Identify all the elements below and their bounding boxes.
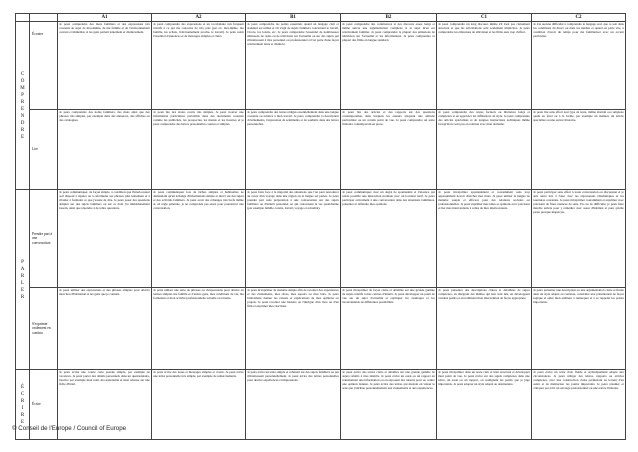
header-cell	[30, 14, 58, 22]
skill-label: Écrire	[30, 370, 58, 440]
descriptor-cell: Je peux écrire un texte simple et cohérent sur des sujets familiers ou qui m'intéressent personnellement. Je peux écrire des lettres personnelles pour décrire expériences et impressions.	[246, 370, 341, 440]
descriptor-cell: Je peux écrire des notes et messages simples et courts. Je peux écrire une lettre personnelle très simple, par exemple de remerciements.	[152, 370, 246, 440]
descriptor-cell: Je peux comprendre des expressions et un vocabulaire très fréquent relatifs à ce qui me concerne de très près (par ex. moi-même, ma famille, les achats, l'environnement proche, le travail). Je peux saisir l'essentiel d'annonces et de messages simples et clairs.	[152, 22, 246, 110]
skill-label: Lire	[30, 110, 58, 190]
descriptor-cell: Je peux m'exprimer dans un texte clair et bien structuré et développer mon point de vue. Je peux écrire sur des sujets complexes dans une lettre, un essai ou un rapport, en soulignant les points que je juge importants. Je peux adopter un style adapté au destinataire.	[437, 370, 532, 440]
descriptor-cell: Je peux présenter des descriptions claires et détaillées de sujets complexes, en intégrant des thèmes qui leur sont liés, en développant certains points et en terminant mon intervention de façon appropriée.	[437, 288, 532, 370]
descriptor-cell: Je peux comprendre les points essentiels quand un langage clair et standard est utilisé et s'il s'agit de sujets familiers concernant le travail, l'école, les loisirs, etc. Je peux comprendre l'essentiel de nombreuses émissions de radio ou de télévision sur l'actualité ou sur des sujets qui m'intéressent à titre personnel ou professionnel si l'on parle d'une façon relativement lente et distincte.	[246, 22, 341, 110]
descriptor-cell: Je peux comprendre un long discours même s'il n'est pas clairement structuré et que les articulations sont seulement implicites. Je peux comprendre les émissions de télévision et les films sans trop d'effort.	[437, 22, 532, 110]
descriptor-cell: Je peux lire sans effort tout type de texte, même abstrait ou complexe quant au fond ou à la forme, par exemple un manuel, un article spécialisé ou une œuvre littéraire.	[532, 110, 626, 190]
descriptor-cell: Je peux comprendre des mots familiers et des expressions très courants au sujet de moi-même, de ma famille et de l'environnement concret et immédiat, si les gens parlent lentement et distinctement.	[58, 22, 152, 110]
descriptor-cell: Je peux présenter une description ou une argumentation claire et fluide dans un style adapté au contexte, construire une présentation de façon logique et aider mon auditeur à remarquer et à se rappeler les points importants.	[532, 288, 626, 370]
table-row-prendre-part	[16, 190, 626, 288]
header-level-c2: C2	[532, 14, 626, 22]
descriptor-cell: Je peux comprendre des conférences et des discours assez longs et même suivre une argumentation complexe si le sujet m'en est relativement familier. Je peux comprendre la plupart des émissions de télévision sur l'actualité et les informations. Je peux comprendre la plupart des films en langue standard.	[341, 22, 437, 110]
descriptor-cell: Je peux lire des textes courts très simples. Je peux trouver une information particulière prévisible dans des documents courants comme les publicités, les prospectus, les menus et les horaires et je peux comprendre des lettres personnelles courtes et simples.	[152, 110, 246, 190]
group-label-ecrire: É C R I R E	[16, 370, 30, 440]
descriptor-cell: Je peux faire face à la majorité des situations que l'on peut rencontrer au cours d'un voyage dans une région où la langue est parlée. Je peux prendre part sans préparation à une conversation sur des sujets familiers ou d'intérêt personnel ou qui concernent la vie quotidienne (par exemple famille, loisirs, travail, voyage et actualité).	[246, 190, 341, 288]
descriptor-cell: Je peux m'exprimer de façon claire et détaillée sur une grande gamme de sujets relatifs à mes centres d'intérêt. Je peux développer un point de vue sur un sujet d'actualité et expliquer les avantages et les inconvénients de différentes possibilités.	[341, 288, 437, 370]
descriptor-cell: Je peux comprendre des textes rédigés essentiellement dans une langue courante ou relative à mon travail. Je peux comprendre la description d'événements, l'expression de sentiments et de souhaits dans des lettres personnelles.	[246, 110, 341, 190]
descriptor-cell: Je peux comprendre des textes factuels ou littéraires longs et complexes et en apprécier les différences de style. Je peux comprendre des articles spécialisés et de longues instructions techniques même lorsqu'ils ne sont pas en relation avec mon domaine.	[437, 110, 532, 190]
descriptor-cell: Je peux communiquer, de façon simple, à condition que l'interlocuteur soit disposé à répéter ou à reformuler ses phrases plus lentement et à m'aider à formuler ce que j'essaie de dire. Je peux poser des questions simples sur des sujets familiers ou sur ce dont j'ai immédiatement besoin, ainsi que répondre à de telles questions.	[58, 190, 152, 288]
descriptor-cell: Je peux utiliser des expressions et des phrases simples pour décrire mon lieu d'habitation et les gens que je connais.	[58, 288, 152, 370]
table-row-ecouter	[16, 22, 626, 110]
group-label-comprendre: C O M P R E N D R E	[16, 22, 30, 190]
descriptor-cell: Je peux m'exprimer spontanément et couramment sans trop apparemment devoir chercher mes mots. Je peux utiliser la langue de manière souple et efficace pour des relations sociales ou professionnelles. Je peux exprimer mes idées et opinions avec précision et lier mes interventions à celles de mes interlocuteurs.	[437, 190, 532, 288]
header-cell	[16, 14, 30, 22]
header-level-a1: A1	[58, 14, 152, 22]
table-row-s-exprimer	[16, 288, 626, 370]
descriptor-cell: Je peux écrire un texte clair, fluide et stylistiquement adapté aux circonstances. Je peux rédiger des lettres, rapports ou articles complexes, avec une construction claire permettant au lecteur d'en saisir et de mémoriser les points importants. Je peux résumer et critiquer par écrit un ouvrage professionnel ou une œuvre littéraire.	[532, 370, 626, 440]
descriptor-cell: Je peux communiquer lors de tâches simples et habituelles ne demandant qu'un échange d'informations simple et direct sur des sujets et des activités familiers. Je peux avoir des échanges très brefs même si, en règle générale, je ne comprends pas assez pour poursuivre une conversation.	[152, 190, 246, 288]
header-level-b1: B1	[246, 14, 341, 22]
descriptor-cell: Je peux utiliser une série de phrases ou d'expressions pour décrire en termes simples ma famille et d'autres gens, mes conditions de vie, ma formation et mon activité professionnelle actuelle ou récente.	[152, 288, 246, 370]
skill-label: Écouter	[30, 22, 58, 110]
skill-label: S'exprimer oralement en continu	[30, 288, 58, 370]
header-row	[16, 14, 626, 22]
descriptor-cell: Je peux lire des articles et des rapports sur des questions contemporaines dans lesquels les auteurs adoptent une attitude particulière ou un certain point de vue. Je peux comprendre un texte littéraire contemporain en prose.	[341, 110, 437, 190]
cefr-grid-table	[15, 13, 626, 440]
descriptor-cell: Je peux écrire des textes clairs et détaillés sur une grande gamme de sujets relatifs à mes intérêts. Je peux écrire un essai ou un rapport en transmettant une information ou en exposant des raisons pour ou contre une opinion donnée. Je peux écrire des lettres qui mettent en valeur le sens que j'attribue personnellement aux événements et aux expériences.	[341, 370, 437, 440]
copyright-footer: © Conseil de l'Europe / Council of Europe	[12, 425, 127, 432]
group-label-parler: P A R L E R	[16, 190, 30, 370]
descriptor-cell: Je peux m'exprimer de manière simple afin de raconter des expériences et des événements, mes rêves, mes espoirs ou mes buts. Je peux brièvement donner les raisons et explications de mes opinions ou projets. Je peux raconter une histoire ou l'intrigue d'un livre ou d'un film et exprimer mes réactions.	[246, 288, 341, 370]
skill-label: Prendre part à une conversation	[30, 190, 58, 288]
descriptor-cell: Je peux participer sans effort à toute conversation ou discussion et je suis aussi très à l'aise avec les expressions idiomatiques et les tournures courantes. Je peux m'exprimer couramment et exprimer avec précision de fines nuances de sens. En cas de difficulté, je peux faire marche arrière pour y remédier avec assez d'habileté et pour qu'elle passe presque inaperçue.	[532, 190, 626, 288]
header-level-a2: A2	[152, 14, 246, 22]
descriptor-cell: Je peux communiquer avec un degré de spontanéité et d'aisance qui rende possible une interaction normale avec un locuteur natif. Je peux participer activement à une conversation dans des situations familières, présenter et défendre mes opinions.	[341, 190, 437, 288]
descriptor-cell: Je peux écrire une courte carte postale simple, par exemple de vacances. Je peux porter des détails personnels dans un questionnaire, inscrire par exemple mon nom, ma nationalité et mon adresse sur une fiche d'hôtel.	[58, 370, 152, 440]
header-level-c1: C1	[437, 14, 532, 22]
header-level-b2: B2	[341, 14, 437, 22]
descriptor-cell: Je n'ai aucune difficulté à comprendre le langage oral, que ce soit dans les conditions du direct ou dans les médias et quand on parle vite, à condition d'avoir du temps pour me familiariser avec un accent particulier.	[532, 22, 626, 110]
table-row-lire	[16, 110, 626, 190]
descriptor-cell: Je peux comprendre des noms familiers, des mots ainsi que des phrases très simples, par exemple dans des annonces, des affiches ou des catalogues.	[58, 110, 152, 190]
